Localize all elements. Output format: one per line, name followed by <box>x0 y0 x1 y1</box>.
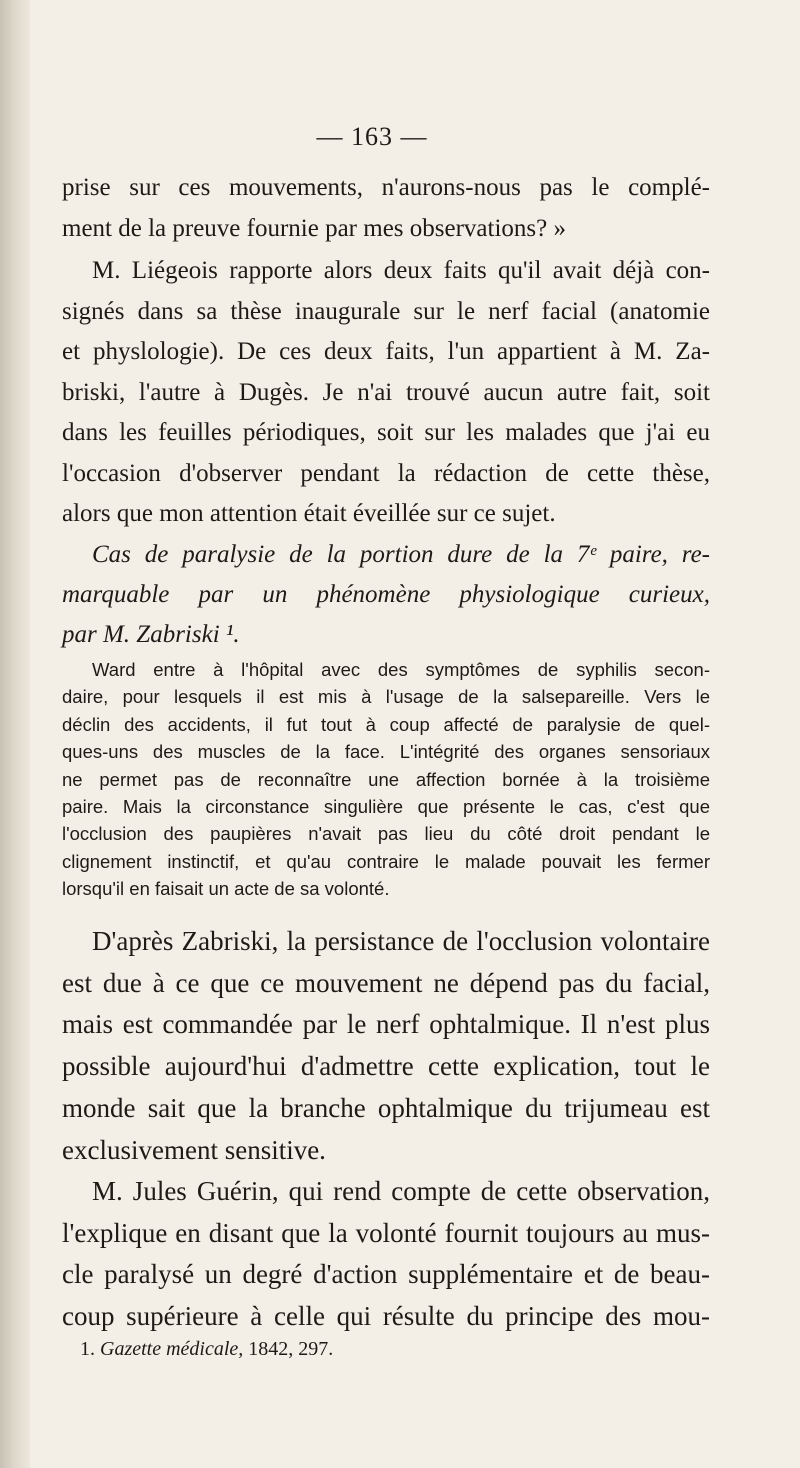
paragraph-zabriski <box>62 921 710 1171</box>
paragraph-continuation <box>62 168 710 249</box>
text-line: mais est commandée par le nerf ophtalmique. Il n'est plus <box>62 1009 710 1040</box>
text-line: clignement instinctif, et qu'au contraire le malade pouvait les fermer <box>62 850 710 872</box>
text-line: M. Jules Guérin, qui rend compte de cette observation, <box>92 1176 710 1206</box>
text-line: briski, l'autre à Dugès. Je n'ai trouvé aucun autre fait, soit <box>62 378 710 406</box>
text-line: alors que mon attention était éveillée sur ce sujet. <box>62 500 556 527</box>
text-line: déclin des accidents, il fut tout à coup affecté de paralysie de quel- <box>62 713 710 735</box>
paragraph-guerin <box>62 1171 710 1338</box>
paragraph-liegeois <box>62 251 710 535</box>
text-line: marquable par un phénomène physiologique curieux, <box>62 581 710 608</box>
text-line: lorsqu'il en faisait un acte de sa volonté. <box>62 878 390 900</box>
text-line: cle paralysé un degré d'action supplémentaire et de beau- <box>62 1259 710 1290</box>
case-description <box>62 656 710 903</box>
text-line: Ward entre à l'hôpital avec des symptômes de syphilis secon- <box>92 659 710 680</box>
footnote <box>80 1336 728 1362</box>
text-line: monde sait que la branche ophtalmique du trijumeau est <box>62 1092 710 1123</box>
footnote-marker: 1. <box>80 1338 95 1360</box>
text-line: paire. Mais la circonstance singulière que présente le cas, c'est que <box>62 796 710 818</box>
text-line: l'occasion d'observer pendant la rédaction de cette thèse, <box>62 459 710 487</box>
text-line: M. Liégeois rapporte alors deux faits qu'il avait déjà con- <box>92 257 710 284</box>
text-line: signés dans sa thèse inaugurale sur le nerf facial (anatomie <box>62 297 710 325</box>
text-line: D'après Zabriski, la persistance de l'occlusion volontaire <box>92 926 710 956</box>
text-line: ne permet pas de reconnaître une affection bornée à la troisième <box>62 768 710 790</box>
text-line: dans les feuilles périodiques, soit sur les malades que j'ai eu <box>62 419 710 446</box>
text-line: possible aujourd'hui d'admettre cette explication, tout le <box>62 1051 710 1082</box>
page-number: — 163 — <box>316 122 428 151</box>
text-line: ques-uns des muscles de la face. L'intégrité des organes sensoriaux <box>62 741 710 763</box>
footnote-reference: 1842, 297. <box>248 1338 334 1360</box>
text-line: l'occlusion des paupières n'avait pas lieu du côté droit pendant le <box>62 823 710 845</box>
text-line: prise sur ces mouvements, n'aurons-nous pas le complé- <box>62 174 710 201</box>
text-line: ment de la preuve fournie par mes observations? » <box>62 214 566 242</box>
text-line: daire, pour lesquels il est mis à l'usage de la salsepareille. Vers le <box>62 686 710 708</box>
text-line: par M. Zabriski ¹. <box>62 621 240 648</box>
text-line: et physlologie). De ces deux faits, l'un appartient à M. Za- <box>62 338 710 365</box>
text-line: exclusivement sensitive. <box>62 1134 326 1165</box>
text-line: coup supérieure à celle qui résulte du principe des mou- <box>62 1301 710 1332</box>
footnote-source: Gazette médicale, <box>100 1338 244 1360</box>
book-binding-edge <box>0 0 30 1468</box>
text-line: Cas de paralysie de la portion dure de la 7ᵉ paire, re- <box>92 541 710 568</box>
text-line: l'explique en disant que la volonté fournit toujours au mus- <box>62 1217 710 1248</box>
case-title <box>62 535 710 655</box>
text-line: est due à ce que ce mouvement ne dépend pas du facial, <box>62 967 710 998</box>
